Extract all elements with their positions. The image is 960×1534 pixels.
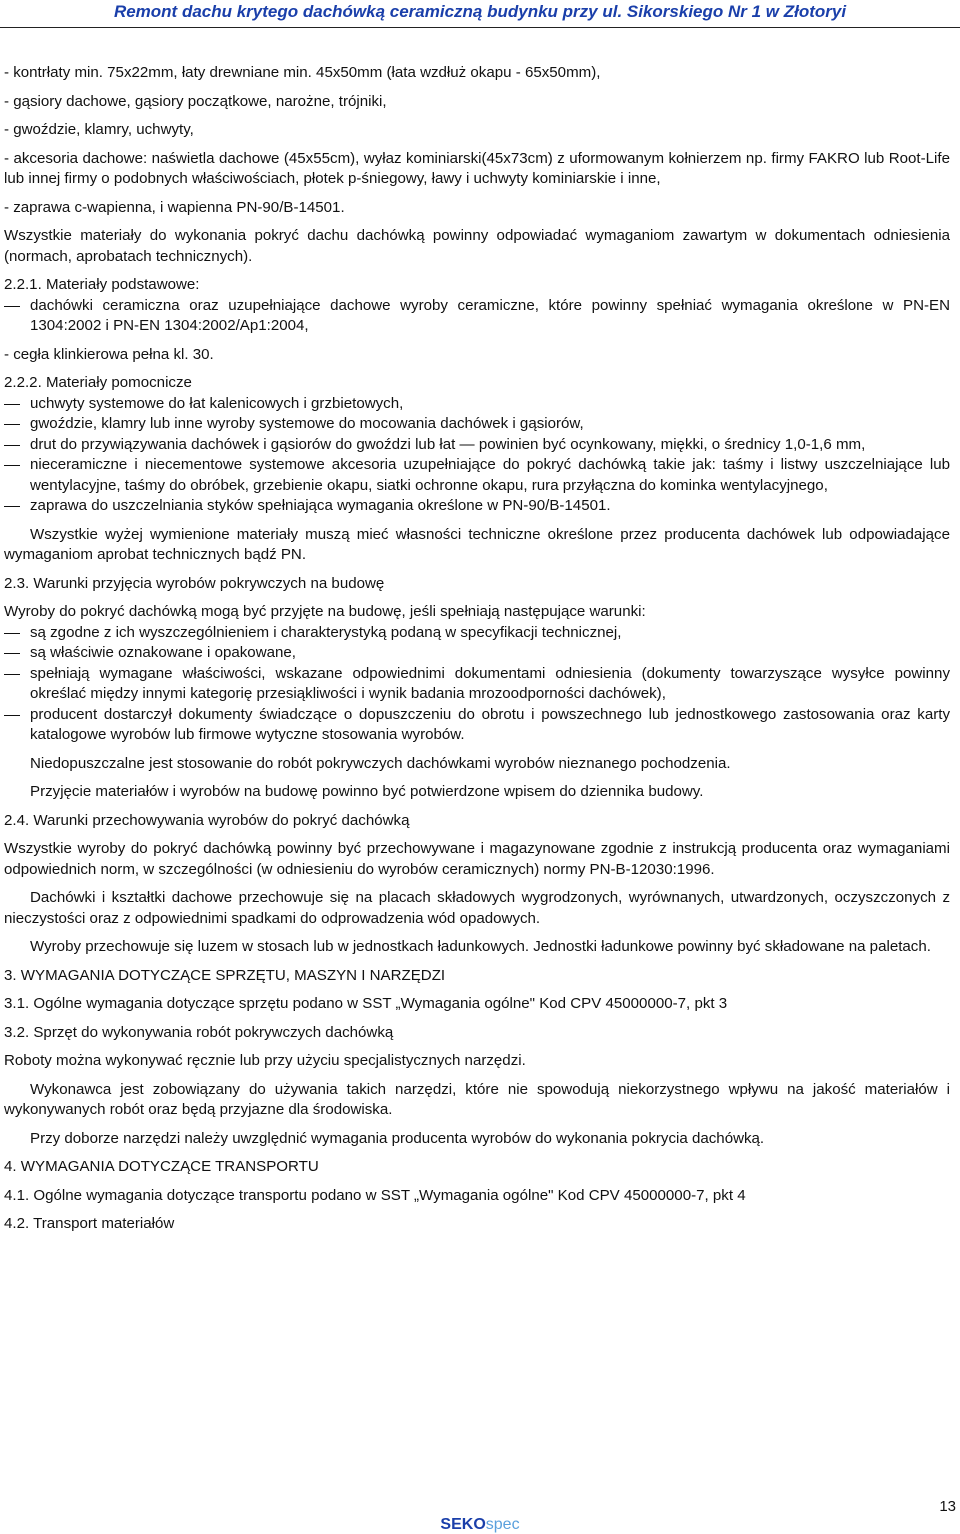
section-heading-2-3: 2.3. Warunki przyjęcia wyrobów pokrywczych na budowę — [4, 574, 385, 592]
paragraph-tools: Roboty można wykonywać ręcznie lub przy użyciu specjalistycznych narzędzi. — [4, 1052, 526, 1069]
material-line-accessories: - akcesoria dachowe: naświetla dachowe (45x55cm), wyłaz kominiarski(45x73cm) z uformowanym kołnierzem np. firmy FAKRO lub Root-Life lub innej firmy o podobnych właściwościach, płotek p-śniegowy, ławy i uchwyty kominiarskie i inne, — [4, 149, 950, 187]
list-item: drut do przywiązywania dachówek i gąsiorów do gwoździ lub łat — powinien być ocynkowany, miękki, o średnicy 1,0-1,6 mm, — [4, 435, 950, 456]
list-item: uchwyty systemowe do łat kalenicowych i grzbietowych, — [4, 394, 950, 415]
document-header-title: Remont dachu krytego dachówką ceramiczną budynku przy ul. Sikorskiego Nr 1 w Złotoryi — [113, 2, 847, 21]
subsection-heading-2-2-2: 2.2.2. Materiały pomocnicze — [4, 374, 192, 391]
list-item: producent dostarczył dokumenty świadczące o dopuszczeniu do obrotu i powszechnego lub jednostkowego zastosowania oraz karty katalogowe wyrobów lub firmowe wytyczne stosowania wyrobów. — [4, 705, 950, 746]
subsection-heading-4-1: 4.1. Ogólne wymagania dotyczące transportu podano w SST „Wymagania ogólne" Kod CPV 45000000-7, pkt 4 — [4, 1186, 746, 1204]
list-item: gwoździe, klamry lub inne wyroby systemowe do mocowania dachówek i gąsiorów, — [4, 414, 950, 435]
list-item: zaprawa do uszczelniania styków spełniająca wymagania określone w PN-90/B-14501. — [4, 496, 950, 517]
paragraph-storage-norms: Wszystkie wyroby do pokryć dachówką powinny być przechowywane i magazynowane zgodnie z instrukcją producenta oraz wymaganiami odpowiednich norm, w szczególności (w odniesieniu do wyrobów ceramicznych) normy PN-B-12030:1996. — [4, 840, 950, 878]
material-line-brick: - cegła klinkierowa pełna kl. 30. — [4, 345, 214, 363]
list-item: są zgodne z ich wyszczególnieniem i charakterystyką podaną w specyfikacji technicznej, — [4, 623, 950, 644]
subsection-heading-3-2: 3.2. Sprzęt do wykonywania robót pokrywczych dachówką — [4, 1023, 394, 1041]
list-item: dachówki ceramiczna oraz uzupełniające dachowe wyroby ceramiczne, które powinny spełniać wymagania określone w PN-EN 1304:2002 i PN-EN 1304:2002/Ap1:2004, — [4, 296, 950, 337]
section-heading-3: 3. WYMAGANIA DOTYCZĄCE SPRZĘTU, MASZYN I NARZĘDZI — [4, 966, 446, 984]
paragraph-auxiliary-requirements: Wszystkie wyżej wymienione materiały muszą mieć własności techniczne określone przez producenta dachówek lub odpowiadające wymaganiom aprobat technicznych bądź PN. — [4, 525, 950, 563]
paragraph-contractor-tools: Wykonawca jest zobowiązany do używania takich narzędzi, które nie spowodują niekorzystnego wpływu na jakość materiałów i wykonywanych robót oraz będą przyjazne dla środowiska. — [4, 1080, 950, 1118]
paragraph-tool-selection: Przy doborze narzędzi należy uwzględnić wymagania producenta wyrobów do wykonania pokrycia dachówką. — [30, 1129, 765, 1147]
material-line-mortar: - zaprawa c-wapienna, i wapienna PN-90/B-14501. — [4, 198, 345, 216]
logo-text-spec: spec — [485, 1516, 520, 1533]
subsection-heading-4-2: 4.2. Transport materiałów — [4, 1215, 175, 1232]
document-body — [4, 63, 950, 1235]
section-heading-4: 4. WYMAGANIA DOTYCZĄCE TRANSPORTU — [4, 1158, 319, 1175]
list-item: nieceramiczne i niecementowe systemowe akcesoria uzupełniające do pokryć dachówką takie jak: taśmy i listwy uszczelniające lub wentylacyjne, taśmy do obróbek, grzebienie okapu, siatki ochronne okapu, rura przyłączna do kominka wentylacyjnego, — [4, 455, 950, 496]
paragraph-acceptance-intro: Wyroby do pokryć dachówką mogą być przyjęte na budowę, jeśli spełniają następujące warunki: — [4, 603, 646, 620]
subsection-heading-3-1: 3.1. Ogólne wymagania dotyczące sprzętu podano w SST „Wymagania ogólne" Kod CPV 45000000-7, pkt 3 — [4, 995, 728, 1012]
subsection-heading-2-2-1: 2.2.1. Materiały podstawowe: — [4, 276, 200, 293]
paragraph-unknown-origin: Niedopuszczalne jest stosowanie do robót pokrywczych dachówkami wyrobów nieznanego pochodzenia. — [30, 754, 731, 772]
section-heading-2-4: 2.4. Warunki przechowywania wyrobów do pokryć dachówką — [4, 811, 410, 829]
page-number: 13 — [939, 1498, 956, 1515]
material-line-laths: - kontrłaty min. 75x22mm, łaty drewniane min. 45x50mm (łata wzdłuż okapu - 65x50mm), — [4, 64, 601, 81]
sekospec-logo — [0, 1516, 960, 1534]
paragraph-acceptance-log: Przyjęcie materiałów i wyrobów na budowę powinno być potwierdzone wpisem do dziennika budowy. — [30, 783, 704, 800]
material-line-nails: - gwoździe, klamry, uchwyty, — [4, 121, 194, 138]
paragraph-storage-yards: Dachówki i kształtki dachowe przechowuje się na placach składowych wygrodzonych, wyrównanych, utwardzonych, oczyszczonych z nieczystości oraz z odpowiednimi spadkami do odprowadzenia wód opadowych. — [4, 889, 950, 927]
logo-text-seko: SEKO — [440, 1516, 486, 1533]
header-divider — [0, 27, 960, 28]
list-item: są właściwie oznakowane i opakowane, — [4, 643, 950, 664]
material-line-ridge-tiles: - gąsiory dachowe, gąsiory początkowe, narożne, trójniki, — [4, 92, 387, 110]
paragraph-materials-requirements: Wszystkie materiały do wykonania pokryć dachu dachówką powinny odpowiadać wymaganiom zawartym w dokumentach odniesienia (normach, aprobatach technicznych). — [4, 227, 950, 265]
list-item: spełniają wymagane właściwości, wskazane odpowiednimi dokumentami odniesienia (dokumenty towarzyszące wysyłce powinny określać między innymi kategorię przesiąkliwości i wynik badania mrozoodporności dachówek), — [4, 664, 950, 705]
paragraph-storage-pallets: Wyroby przechowuje się luzem w stosach lub w jednostkach ładunkowych. Jednostki ładunkowe powinny być składowane na paletach. — [30, 938, 931, 955]
